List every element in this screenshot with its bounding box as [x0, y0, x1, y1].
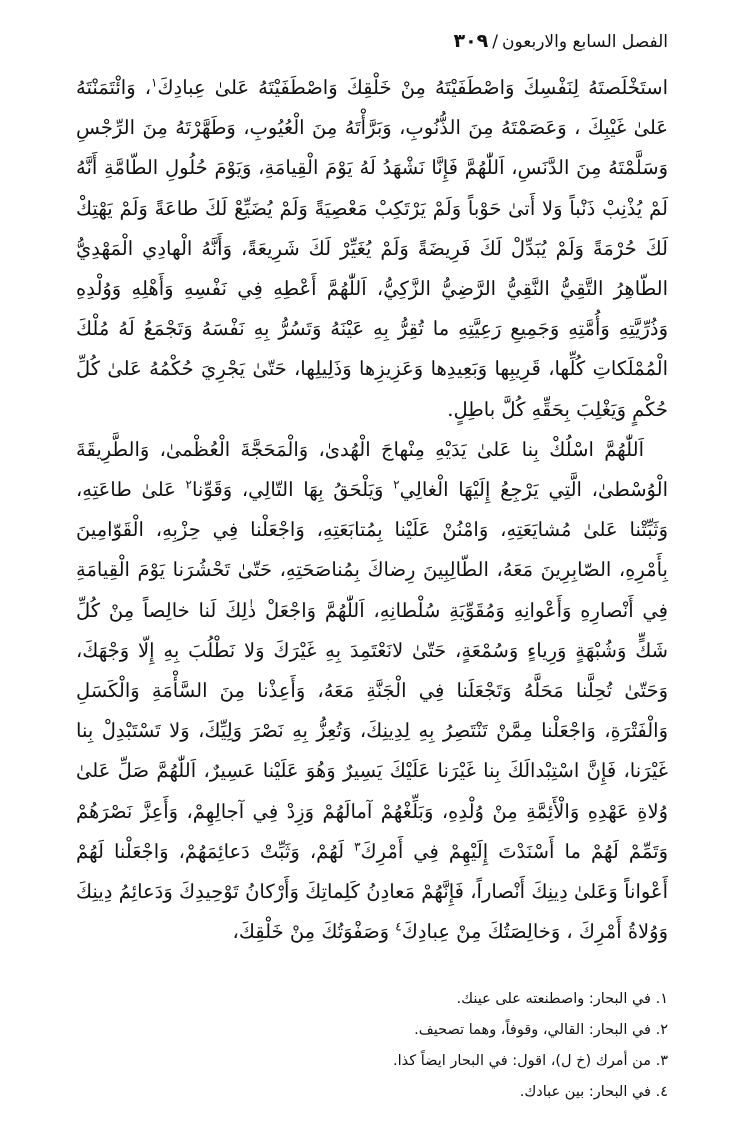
- header-separator: /: [492, 32, 498, 52]
- footnote: ٣. من أمرك (خ ل)، اقول: في البحار ايضاً كذا.: [392, 1053, 668, 1069]
- footnote-ref: ٢: [393, 477, 400, 492]
- text-run: ، وَائْتَمَنْتَهُ عَلىٰ غَيْبِكَ ، وَعَصَمْتَهُ مِنَ الذُّنُوبِ، وَبَرَّأْتَهُ مِنَ الْعُيُوبِ، وَطَهَّرْتَهُ مِنَ الرِّجْسِ وَسَلَّمْتَهُ مِنَ الدَّنَسِ، اَللّٰهُمَّ فَإِنَّا نَشْهَدُ لَهُ يَوْمَ الْقِيامَةِ، وَيَوْمَ حُلُولِ الطّامَّةِ أَنَّهُ لَمْ يُذْنِبْ ذَنْباً وَلا أَتىٰ حَوْباً وَلَمْ يَرْتَكِبْ مَعْصِيَةً وَلَمْ يُضَيِّعْ لَكَ طاعَةً وَلَمْ يَهْتِكْ لَكَ حُرْمَةً وَلَمْ يُبَدِّلْ لَكَ فَرِيضَةً وَلَمْ يُغَيِّرْ لَكَ شَرِيعَةً، وَأَنَّهُ الْهادِي الْمَهْدِيُّ الطّاهِرُ التَّقِيُّ النَّقِيُّ الرَّضِيُّ الزَّكِيُّ، اَللّٰهُمَّ أَعْطِهِ فِي نَفْسِهِ وَأَهْلِهِ وَوُلْدِهِ وَذُرِّيَّتِهِ وَأُمَّتِهِ وَجَمِيعِ رَعِيَّتِهِ ما تُقِرُّ بِهِ عَيْنَهُ وَتَسُرُّ بِهِ نَفْسَهُ وَتَجْمَعُ لَهُ مُلْكَ الْمُمْلَكاتِ كُلِّها، قَرِيبِها وَبَعِيدِها وَعَزِيزِها وَذَلِيلِها، حَتّىٰ يَجْرِيَ حُكْمُهُ عَلىٰ كُلِّ حُكْمٍ وَيَغْلِبَ بِحَقِّهِ كُلَّ باطِلٍ.: [76, 76, 668, 421]
- running-header: [78, 30, 668, 52]
- text-run: لَهُمْ، وَثَبِّتْ دَعائِمَهُمْ، وَاجْعَلْنا لَهُمْ أَعْواناً وَعَلىٰ دِينِكَ أَنْصاراً، فَإِنَّهُمْ مَعادِنُ كَلِماتِكَ وَأَرْكانُ تَوْحِيدِكَ وَدَعائِمُ دِينِكَ وَوُلاةُ أَمْرِكَ ، وَخالِصَتُكَ مِنْ عِبادِكَ: [76, 839, 668, 944]
- paragraph: [76, 430, 668, 953]
- page-number: ٣٠٩: [453, 30, 489, 52]
- footnote: ١. في البحار: واصطنعته على عينك.: [456, 991, 668, 1007]
- text-run: وَصَفْوَتُكَ مِنْ خَلْقِكَ،: [232, 920, 396, 944]
- paragraph: [76, 68, 668, 430]
- main-text: [76, 68, 668, 952]
- footnotes: [248, 984, 668, 1108]
- chapter-title: الفصل السابع والاربعون: [502, 32, 668, 52]
- text-run: عَلىٰ طاعَتِهِ، وَثَبِّتْنا عَلىٰ مُشايَعَتِهِ، وَامْنُنْ عَلَيْنا بِمُتابَعَتِهِ، وَاجْعَلْنا فِي حِزْبِهِ، الْقَوّامِينَ بِأَمْرِهِ، الصّابِرِينَ مَعَهُ، الطّالِبِينَ رِضاكَ بِمُناصَحَتِهِ، حَتّىٰ تَحْشُرَنا يَوْمَ الْقِيامَةِ فِي أَنْصارِهِ وَأَعْوانِهِ وَمُقَوِّيَةِ سُلْطانِهِ، اَللّٰهُمَّ وَاجْعَلْ ذٰلِكَ لَنا خالِصاً مِنْ كُلِّ شَكٍّ وَشُبْهَةٍ وَرِياءٍ وَسُمْعَةٍ، حَتّىٰ لانَعْتَمِدَ بِهِ غَيْرَكَ وَلا نَطْلُبَ بِهِ إِلّا وَجْهَكَ، وَحَتّىٰ تُحِلَّنا مَحَلَّهُ وَتَجْعَلَنا فِي الْجَنَّةِ مَعَهُ، وَأَعِذْنا مِنَ السَّأْمَةِ وَالْكَسَلِ وَالْفَتْرَةِ، وَاجْعَلْنا مِمَّنْ تَنْتَصِرُ بِهِ لِدِينِكَ، وَتُعِزُّ بِهِ نَصْرَ وَلِيِّكَ، وَلا تَسْتَبْدِلْ بِنا غَيْرَنا، فَإِنَّ اسْتِبْدالَكَ بِنا غَيْرَنا عَلَيْكَ يَسِيرٌ وَهُوَ عَلَيْنا عَسِيرٌ، اَللّٰهُمَّ صَلِّ عَلىٰ وُلاةِ عَهْدِهِ وَالْأَئِمَّةِ مِنْ وُلْدِهِ، وَبَلِّغْهُمْ آمالَهُمْ وَزِدْ فِي آجالِهِمْ، وَأَعِزَّ نَصْرَهُمْ وَتَمِّمْ لَهُمْ ما أَسْنَدْتَ إِلَيْهِمْ فِي أَمْرِكَ: [76, 478, 669, 863]
- footnote-ref: ١: [151, 75, 158, 90]
- text-run: اَللّٰهُمَّ اسْلُكْ بِنا عَلىٰ يَدَيْهِ مِنْهاجَ الْهُدىٰ، وَالْمَحَجَّةَ الْعُظْمىٰ، وَالطَّرِيقَةَ الْوُسْطىٰ، الَّتِي يَرْجِعُ إِلَيْهَا الْغالِي: [76, 437, 668, 502]
- text-run: وَيَلْحَقُ بِهَا التّالِي، وَقَوِّنا: [191, 478, 394, 502]
- footnote-ref: ٤: [395, 919, 402, 934]
- footnote-ref: ٣: [354, 839, 361, 854]
- footnote-ref: ٢: [185, 477, 192, 492]
- text-run: استَخْلَصتَهُ لِنَفْسِكَ وَاصْطَفَيْتَهُ مِنْ خَلْقِكَ وَاصْطَفَيْتَهُ عَلىٰ عِبادِكَ: [157, 76, 669, 99]
- footnote: ٢. في البحار: القالي، وقوفاً، وهما تصحيف.: [414, 1022, 668, 1038]
- footnote: ٤. في البحار: بين عبادك.: [519, 1084, 668, 1100]
